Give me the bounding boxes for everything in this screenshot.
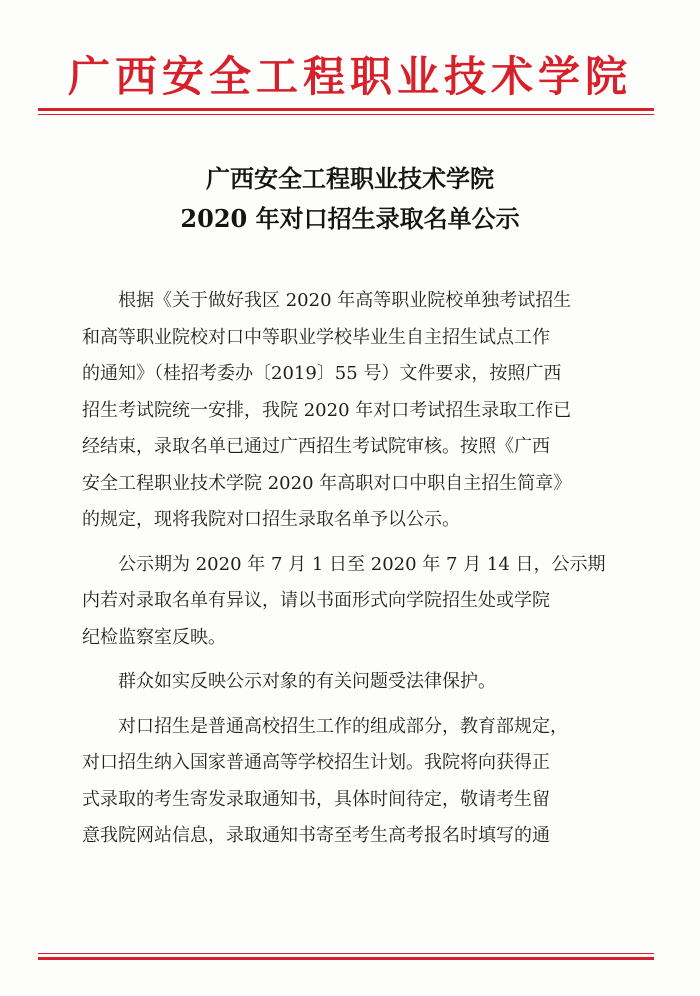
footer-rule-thick — [38, 957, 654, 960]
text-line: 和高等职业院校对口中等职业学校毕业生自主招生试点工作 — [82, 326, 550, 348]
text-line: 意我院网站信息，录取通知书寄至考生高考报名时填写的通 — [82, 825, 550, 846]
paragraph-3 — [82, 664, 622, 701]
text-line: 对口招生是普通高校招生工作的组成部分，教育部规定， — [82, 715, 568, 737]
text-line: 的通知》（桂招考委办〔2019〕55 号）文件要求，按照广西 — [82, 363, 562, 384]
text-line: 对口招生纳入国家普通高等学校招生计划。我院将向获得正 — [82, 752, 550, 773]
letterhead-rule-thick — [38, 108, 654, 111]
document-title-line-1: 广西安全工程职业技术学院 — [206, 164, 494, 193]
paragraph-gap — [82, 701, 622, 709]
text-line: 群众如实反映公示对象的有关问题受法律保护。 — [82, 671, 496, 692]
letterhead-title: 广西安全工程职业技术学院 — [67, 52, 632, 101]
paragraph-gap — [82, 656, 622, 664]
paragraph-4 — [82, 709, 622, 855]
letterhead-rule-thin — [38, 114, 654, 115]
text-line: 式录取的考生寄发录取通知书，具体时间待定，敬请考生留 — [82, 788, 550, 810]
document-title-line-2: 2020 年对口招生录取名单公示 — [180, 204, 520, 233]
text-line: 根据《关于做好我区 2020 年高等职业院校单独考试招生 — [82, 290, 572, 311]
text-line: 安全工程职业技术学院 2020 年高职对口中职自主招生简章》 — [82, 472, 572, 494]
text-line: 招生考试院统一安排，我院 2020 年对口考试招生录取工作已 — [82, 399, 572, 421]
paragraph-gap — [82, 539, 622, 547]
text-line: 公示期为 2020 年 7 月 1 日至 2020 年 7 月 14 日，公示期 — [82, 553, 606, 575]
text-line: 纪检监察室反映。 — [82, 626, 226, 648]
document-body — [82, 283, 622, 855]
paragraph-2 — [82, 547, 622, 657]
text-line: 内若对录取名单有异议，请以书面形式向学院招生处或学院 — [82, 590, 550, 611]
text-line: 经结束，录取名单已通过广西招生考试院审核。按照《广西 — [82, 436, 550, 457]
footer-rule-thin — [38, 953, 654, 954]
text-line: 的规定，现将我院对口招生录取名单予以公示。 — [82, 509, 460, 530]
paragraph-1 — [82, 283, 622, 539]
